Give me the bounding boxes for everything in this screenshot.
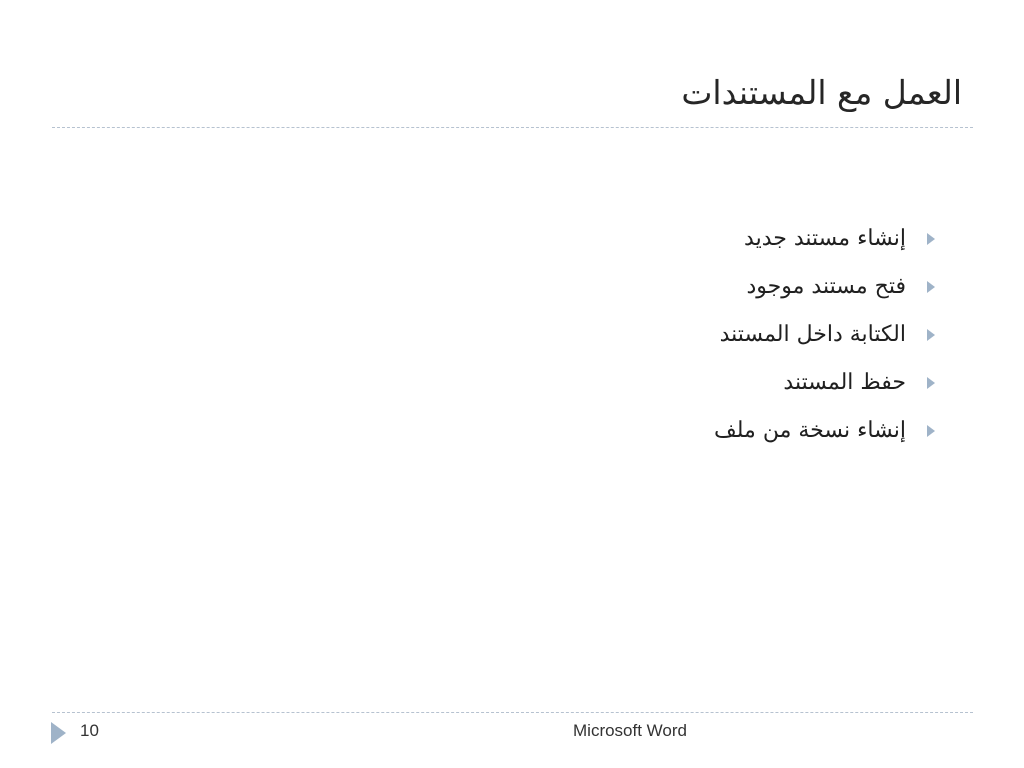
bullet-list bbox=[406, 214, 906, 454]
triangle-bullet-icon bbox=[927, 425, 935, 437]
bullet-item bbox=[406, 214, 906, 262]
bullet-item bbox=[406, 310, 906, 358]
triangle-bullet-icon bbox=[927, 329, 935, 341]
bullet-text: إنشاء مستند جديد bbox=[744, 225, 906, 251]
bullet-text: حفظ المستند bbox=[783, 369, 906, 395]
triangle-bullet-icon bbox=[927, 233, 935, 245]
footer-divider bbox=[52, 712, 973, 713]
footer-text: Microsoft Word bbox=[573, 721, 687, 740]
bullet-item bbox=[406, 358, 906, 406]
slide-title: العمل مع المستندات bbox=[681, 73, 962, 112]
triangle-bullet-icon bbox=[927, 377, 935, 389]
triangle-bullet-icon bbox=[927, 281, 935, 293]
bullet-item bbox=[406, 406, 906, 454]
bullet-text: إنشاء نسخة من ملف bbox=[713, 417, 906, 443]
title-divider bbox=[52, 127, 973, 128]
footer-arrow-icon bbox=[51, 722, 66, 744]
page-number: 10 bbox=[80, 721, 99, 740]
bullet-text: فتح مستند موجود bbox=[746, 273, 906, 299]
bullet-item bbox=[406, 262, 906, 310]
bullet-text: الكتابة داخل المستند bbox=[719, 321, 906, 347]
